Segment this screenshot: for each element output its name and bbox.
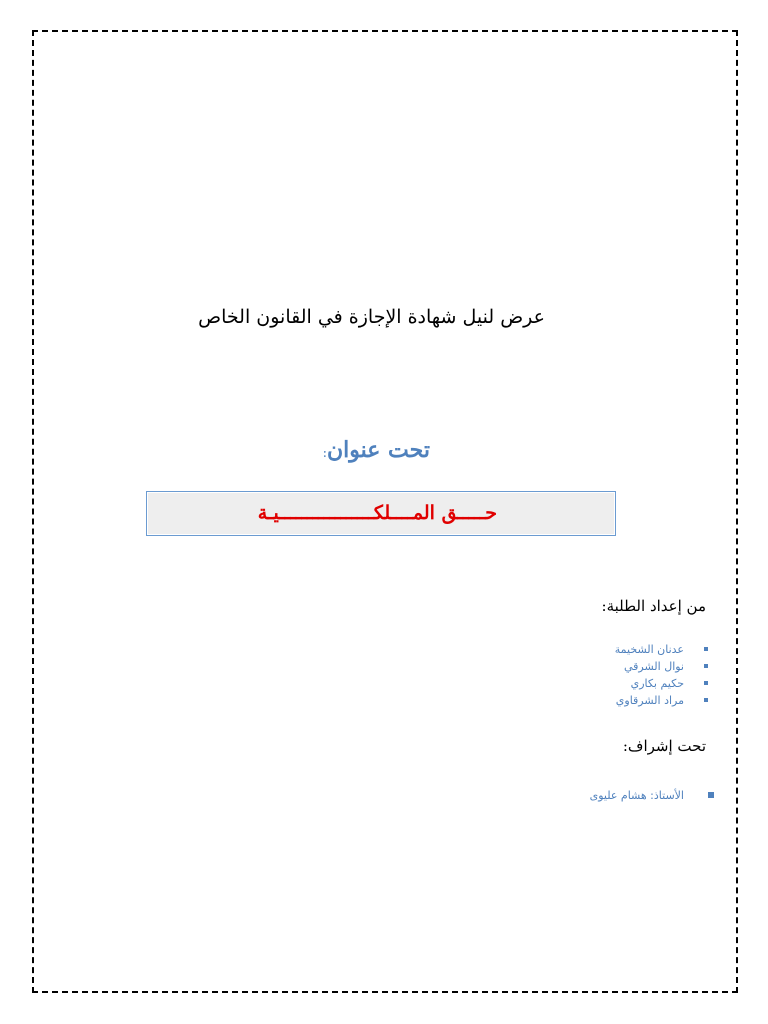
under-title-heading	[200, 430, 430, 474]
student-name: نوال الشرقي	[623, 660, 684, 673]
square-bullet-icon	[708, 792, 714, 798]
square-bullet-icon	[704, 698, 708, 702]
list-item	[590, 787, 684, 804]
list-item	[615, 641, 684, 658]
students-label: :من إعداد الطلبة	[601, 597, 706, 615]
list-item	[615, 692, 684, 709]
under-title-label: تحت عنوان	[327, 437, 430, 463]
supervisor-label: :تحت إشراف	[622, 737, 706, 755]
list-item	[615, 675, 684, 692]
supervisor-name: الأستاذ: هشام عليوى	[589, 789, 684, 802]
list-item	[615, 658, 684, 675]
student-name: حكيم بكاري	[630, 677, 684, 690]
square-bullet-icon	[704, 681, 708, 685]
student-name: عدنان الشخيمة	[614, 643, 684, 656]
square-bullet-icon	[704, 664, 708, 668]
topic-title: حـــــق المــــلكـــــــــــــــــيـة	[257, 502, 497, 524]
students-list	[615, 641, 684, 709]
student-name: مراد الشرقاوي	[615, 694, 684, 707]
under-title-colon: :	[322, 446, 327, 461]
supervisor-list	[590, 787, 684, 804]
topic-box	[146, 491, 616, 536]
degree-line: عرض لنيل شهادة الإجازة في القانون الخاص	[198, 306, 545, 328]
square-bullet-icon	[704, 647, 708, 651]
